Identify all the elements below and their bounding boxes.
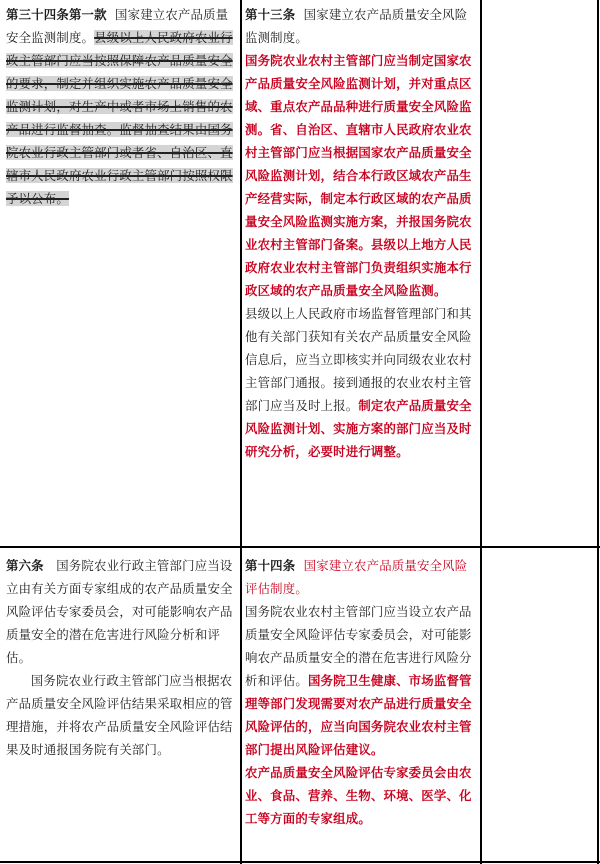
table-border-bottom <box>0 861 600 863</box>
row2-old-article: 第六条 <box>6 558 44 573</box>
row2-new-red-paragraph-2: 农产品质量安全风险评估专家委员会由农业、食品、营养、生物、环境、医学、化工等方面的专家组成。 <box>245 765 472 826</box>
row2-old-cell <box>6 554 238 860</box>
row1-new-cell <box>245 3 477 541</box>
row2-new-intro: 国家建立农产品质量安全风险评估制度。 <box>245 558 468 596</box>
row2-new-paragraph-1 <box>245 600 477 761</box>
row1-old-article: 第三十四条第一款 <box>6 7 107 22</box>
row1-new-red-paragraph-1: 国务院农业农村主管部门应当制定国家农产品质量安全风险监测计划，并对重点区域、重点农产品品种进行质量安全风险监测。省、自治区、直辖市人民政府农业农村主管部门应当根据国家农产品质量安全风险监测计划，结合本行政区域农产品生产经营实际，制定本行政区域的农产品质量安全风险监测实施方案，并报国务院农业农村主管部门备案。县级以上地方人民政府农业农村主管部门负责组织实施本行政区域的农产品质量安全风险监测。 <box>245 53 472 298</box>
row2-new-normal-1: 国务院农业农村主管部门应当设立农产品质量安全风险评估专家委员会，对可能影响农产品质量安全的潜在危害进行风险分析和评估。 <box>245 604 472 688</box>
row2-new-red-1: 国务院卫生健康、市场监督管理等部门发现需要对农产品进行质量安全风险评估的，应当向国务院农业农村主管部门提出风险评估建议。 <box>245 673 472 757</box>
row1-old-cell <box>6 3 238 541</box>
row1-new-paragraph-2 <box>245 302 477 463</box>
row1-old-struck-text: 县级以上人民政府农业行政主管部门应当按照保障农产品质量安全的要求，制定并组织实施农产品质量安全监测计划，对生产中或者市场上销售的农产品进行监督抽查。监督抽查结果由国务院农业行政主管部门或者省、自治区、直辖市人民政府农业行政主管部门按照权限予以公布。 <box>6 30 233 206</box>
row2-new-cell <box>245 554 477 860</box>
row2-new-article: 第十四条 <box>245 558 296 573</box>
row1-new-intro: 国家建立农产品质量安全风险监测制度。 <box>245 7 468 45</box>
row1-new-normal-2: 县级以上人民政府市场监督管理部门和其他有关部门获知有关农产品质量安全风险信息后，应当立即核实并向同级农业农村主管部门通报。接到通报的农业农村主管部门应当及时上报。 <box>245 306 472 413</box>
row1-old-intro: 国家建立农产品质量安全监测制度。 <box>6 7 229 45</box>
row-divider <box>0 546 600 548</box>
table-border-right <box>597 0 599 864</box>
row1-new-red-2: 制定农产品质量安全风险监测计划、实施方案的部门应当及时研究分析，必要时进行调整。 <box>245 398 472 459</box>
column-divider-2 <box>480 0 482 864</box>
row2-old-para2: 国务院农业行政主管部门应当根据农产品质量安全风险评估结果采取相应的管理措施，并将农产品质量安全风险评估结果及时通报国务院有关部门。 <box>6 673 233 757</box>
column-divider-1 <box>240 0 242 864</box>
row1-new-article: 第十三条 <box>245 7 296 22</box>
row2-old-para1: 国务院农业行政主管部门应当设立由有关方面专家组成的农产品质量安全风险评估专家委员会，对可能影响农产品质量安全的潜在危害进行风险分析和评估。 <box>6 558 233 665</box>
